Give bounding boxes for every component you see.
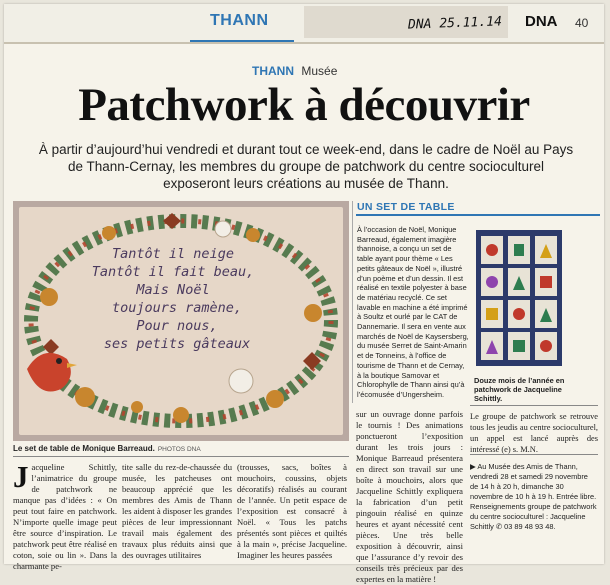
page-header [4, 4, 604, 44]
handwritten-date: DNA 25.11.14 [407, 14, 503, 33]
article-column-3: (trousses, sacs, boîtes à mouchoirs, coussins, objets décoratifs) réalisés au courant de l’année. Un petit espace de l’exposition est consacré à Noël. « Tous les patchs présentés sont pièces et quiltés à la main », précise Jacqueline. Imaginer les heures passées [237, 462, 347, 560]
kicker-city: THANN [252, 64, 294, 78]
practical-info: ▶ Au Musée des Amis de Thann, vendredi 28 et samedi 29 novembre de 14 h à 20 h, dimanche 30 novembre de 10 h à 19 h. Entrée libre. Renseignements groupe de patchwork du centre socioculturel : Jacqueline Schittly ✆ 03 89 48 93 48. [470, 462, 597, 531]
info-rule [470, 405, 598, 406]
article-column-4: sur un ouvrage donne parfois le tournis ! Des animations ponctueront l’exposition durant les trois jours : Monique Barreaud présentera en direct son travail sur une boîte à mouchoirs, alors que Jacqueline Schittly expliquera la fabrication d’un petit pingouin réalisé en quinze heures et ayant nécessité cent pièces. Une très belle exposition à découvrir, ainsi que l’assurance d’y revoir des conseils très précieux par des expertes en la matière ! [356, 409, 463, 584]
kicker-topic: Musée [301, 64, 338, 78]
photo-caption: Le set de table de Monique Barreaud. PHOTOS DNA [13, 444, 201, 453]
drop-cap: J [13, 459, 29, 494]
page-number: 40 [575, 16, 589, 30]
svg-text:Tantôt il neige: Tantôt il neige [112, 246, 234, 262]
kicker [252, 64, 337, 78]
sidebar-title-rule [356, 214, 600, 216]
caption-rule [13, 456, 349, 457]
sidebar-text: À l’occasion de Noël, Monique Barreaud, également imagière thannoise, a conçu un set de table ayant pour thème « Les petits gâteaux de Noël », illustré d’un poème et d’un dessin. Il est réalisé en textile polyester à base de matériau recyclé. Ce set lavable en machine a été imprimé à Soultz et ourlé par le CAT de Dannemarie. Il sera en vente aux marchés de Noël de Kaysersberg, du musée Serret de Saint-Amarin et de Tonneins, à l’office de tourisme de Thann et de Cernay, à la boutique Samovar et Chlorophylle de Thann ainsi qu’à l’écomusée d’Ungersheim. [357, 225, 469, 399]
svg-text:ses petits gâteaux: ses petits gâteaux [103, 336, 251, 352]
quilt-caption: Douze mois de l’année en patchwork de Jacqueline Schittly. [474, 376, 565, 403]
svg-text:Mais Noël: Mais Noël [136, 282, 210, 298]
article-title: Patchwork à découvrir [78, 79, 530, 131]
svg-text:Pour nous,: Pour nous, [136, 318, 218, 334]
svg-text:Tantôt il fait beau,: Tantôt il fait beau, [91, 264, 255, 280]
article-column-2: tite salle du rez-de-chaussée du musée, les patcheuses ont beaucoup apprécié que les membres des Amis de Thann les aident à disposer les grandes pièces de leur impressionnant travail mais également des travaux plus réduits ainsi que des ouvrages utilitaires [122, 462, 233, 560]
placemat-illustration [13, 201, 349, 441]
info-rule-2 [470, 454, 598, 455]
article-column-1: Jacqueline Schittly, l’animatrice du groupe de patchwork ne manque pas d’idées : « On peut tout faire en patchwork. N’importe quelle image peut être source d’inspiration. Le patchwork peut être réalisé en coton, soie ou lin ». Dans la charmante pe- [13, 459, 117, 571]
quilt-illustration [476, 230, 562, 366]
svg-text:toujours ramène,: toujours ramène, [111, 300, 243, 316]
sidebar-title: UN SET DE TABLE [357, 201, 455, 213]
article-lead: À partir d’aujourd’hui vendredi et durant tout ce week-end, dans le cadre de Noël au Pays de Thann-Cernay, les membres du groupe de patchwork du centre socioculturel exposeront leurs créations au musée de Thann. [38, 142, 574, 191]
section-rule [190, 40, 294, 42]
sidebar-rule [352, 201, 353, 403]
author-signature: M.N. [520, 445, 538, 454]
newspaper-page [4, 4, 604, 584]
section-name: THANN [210, 12, 269, 29]
photo-credit: PHOTOS DNA [157, 446, 201, 453]
placemat-photo [13, 201, 349, 441]
brand-logo: DNA [525, 13, 558, 30]
group-info: Le groupe de patchwork se retrouve tous les jeudis au centre socioculturel, un appel est lancé auprès des intéressé (e) s. M.N. [470, 412, 598, 454]
quilt-photo [476, 230, 562, 366]
